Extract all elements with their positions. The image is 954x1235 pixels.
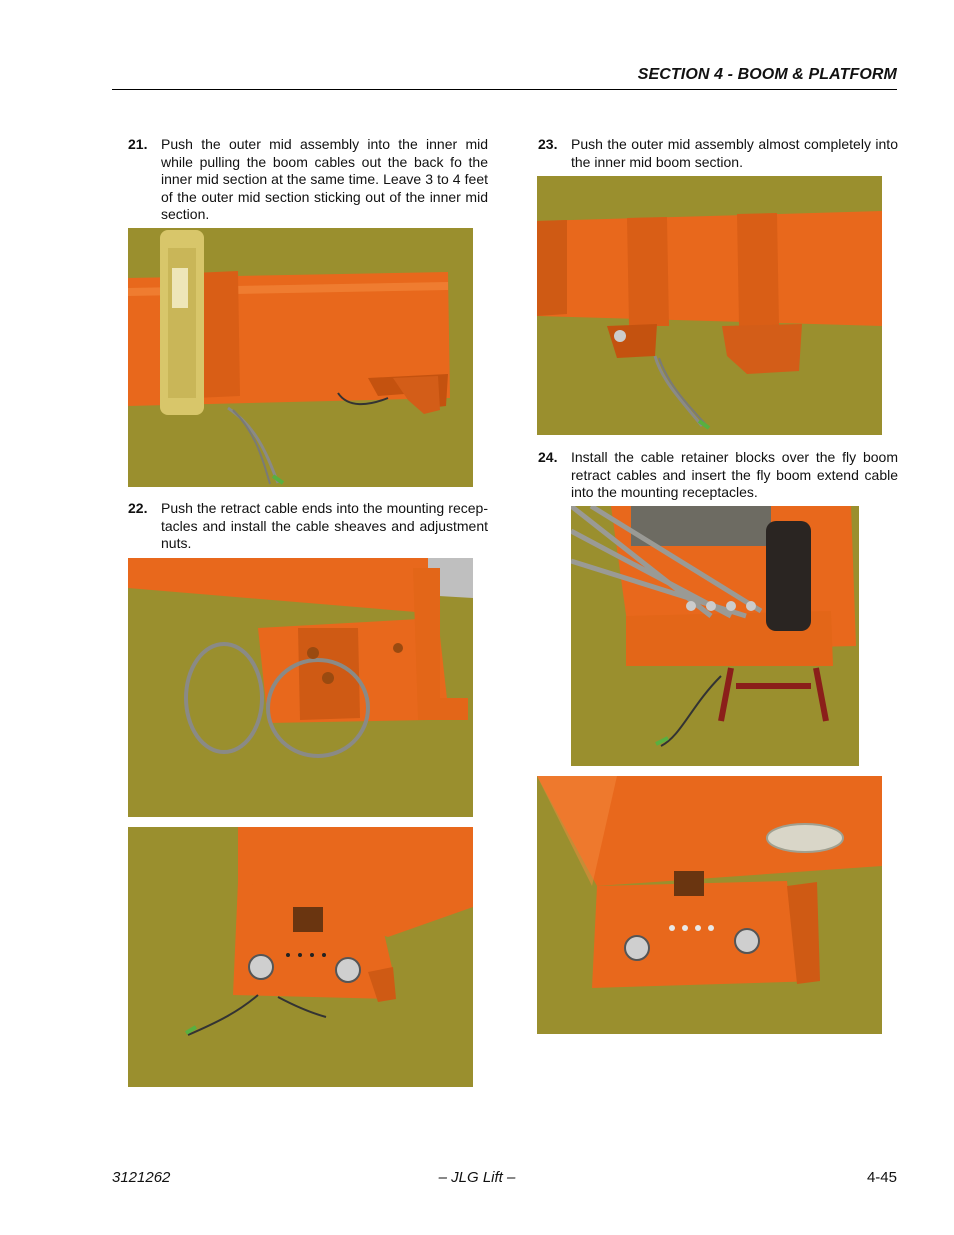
footer-brand	[0, 1169, 954, 1186]
step-24	[538, 449, 898, 502]
step-number: 21.	[128, 136, 148, 152]
step-text: Push the outer mid assembly almost completely into the inner mid boom section.	[571, 136, 898, 170]
step-text: Install the cable retainer blocks over the fly boom retract cables and insert the fly boom extend cable into the mounting receptacles.	[571, 449, 898, 500]
step-number: 24.	[538, 449, 558, 465]
brand-text: – JLG Lift –	[438, 1169, 516, 1186]
step-text: Push the retract cable ends into the mounting recep-tacles and install the cable sheaves and adjustment nuts.	[161, 500, 488, 551]
page-number: 4-45	[866, 1169, 897, 1186]
photo-cable-retainer-blocks	[571, 506, 859, 766]
step-21	[128, 136, 488, 224]
step-text: Push the outer mid assembly into the inner mid while pulling the boom cables out the back fo the inner mid section at the same time. Leave 3 to 4 feet of the outer mid section sticking out of the inner mid section.	[161, 136, 488, 222]
step-number: 23.	[538, 136, 558, 152]
photo-outer-mid-almost-in	[537, 176, 882, 435]
photo-cable-end-receptacle-left	[128, 827, 473, 1087]
photo-cable-end-receptacle-right	[537, 776, 882, 1034]
header-divider	[112, 89, 897, 90]
section-title: SECTION 4 - BOOM & PLATFORM	[637, 66, 897, 83]
step-23	[538, 136, 898, 171]
step-number: 22.	[128, 500, 148, 516]
photo-retract-cable-sheaves	[128, 558, 473, 817]
photo-outer-mid-into-inner-mid	[128, 228, 473, 487]
step-22	[128, 500, 488, 553]
doc-number: 3121262	[112, 1169, 171, 1186]
